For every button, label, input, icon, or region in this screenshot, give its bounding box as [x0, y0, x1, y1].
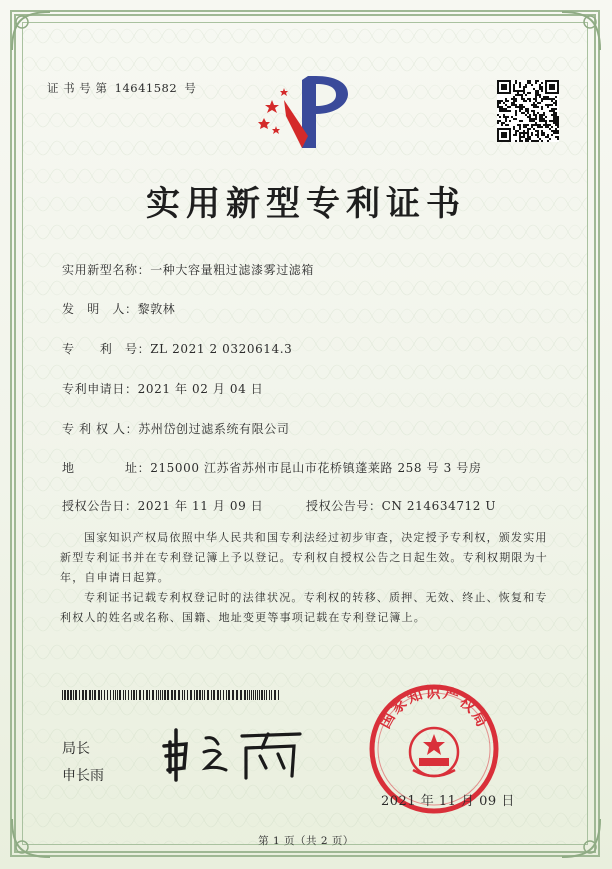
qr-code-icon [497, 80, 559, 142]
field-label: 专 利 权 人： [62, 422, 139, 436]
seal-date: 2021 年 11 月 09 日 [381, 794, 515, 809]
field-value: 2021 年 11 月 09 日 [137, 499, 264, 513]
field-announcement-date [62, 497, 263, 514]
legal-paragraph-2: 专利证书记载专利权登记时的法律状况。专利权的转移、质押、无效、终止、恢复和专利权人的姓名或名称、国籍、地址变更等事项记载在专利登记簿上。 [60, 591, 548, 624]
field-utility-model-name [62, 261, 314, 278]
field-label: 发 明 人： [62, 302, 138, 316]
barcode-icon [62, 690, 282, 700]
signature-image [160, 722, 310, 784]
corner-ornament-icon [558, 8, 604, 54]
cnipa-logo-icon [256, 70, 358, 152]
field-label: 地 址： [62, 461, 151, 475]
field-value: 一种大容量粗过滤漆雾过滤箱 [150, 263, 315, 277]
field-inventor [62, 300, 175, 317]
field-value: 苏州岱创过滤系统有限公司 [138, 422, 290, 436]
certificate-number-label: 证 书 号 第 [47, 81, 108, 95]
field-label: 专利申请日： [62, 382, 138, 396]
field-address [62, 459, 481, 476]
corner-ornament-icon [8, 8, 54, 54]
certificate-number [47, 80, 196, 96]
emblem-icon [410, 728, 458, 776]
field-patent-number [62, 340, 292, 357]
page-footer: 第 1 页（共 2 页） [258, 835, 354, 847]
field-announcement-number [306, 497, 496, 514]
legal-paragraph-1: 国家知识产权局依照中华人民共和国专利法经过初步审查，决定授予专利权，颁发实用新型专利证书并在专利登记簿上予以登记。专利权自授权公告之日起生效。专利权期限为十年，自申请日起算。 [60, 531, 548, 584]
signer-title: 局长 [62, 741, 90, 757]
certificate-title: 实用新型专利证书 [146, 184, 466, 224]
certificate-number-suffix: 号 [184, 81, 197, 95]
field-value: 2021 年 02 月 04 日 [137, 382, 264, 396]
field-patentee [62, 420, 289, 437]
field-value: CN 214634712 U [381, 499, 497, 513]
field-value: ZL 2021 2 0320614.3 [150, 342, 293, 356]
field-label: 授权公告日： [62, 499, 138, 513]
field-label: 专 利 号： [62, 342, 151, 356]
seal-text: 国家知识产权局 [375, 683, 493, 732]
field-value: 215000 江苏省苏州市昆山市花桥镇蓬莱路 258 号 3 号房 [150, 461, 482, 475]
field-application-date [62, 380, 263, 397]
field-label: 授权公告号： [306, 499, 382, 513]
certificate-number-value: 14641582 [114, 81, 178, 95]
svg-text:国家知识产权局 [376, 683, 493, 731]
field-value: 黎敦林 [137, 302, 176, 316]
signer-name: 申长雨 [62, 768, 104, 784]
field-label: 实用新型名称： [62, 263, 151, 277]
